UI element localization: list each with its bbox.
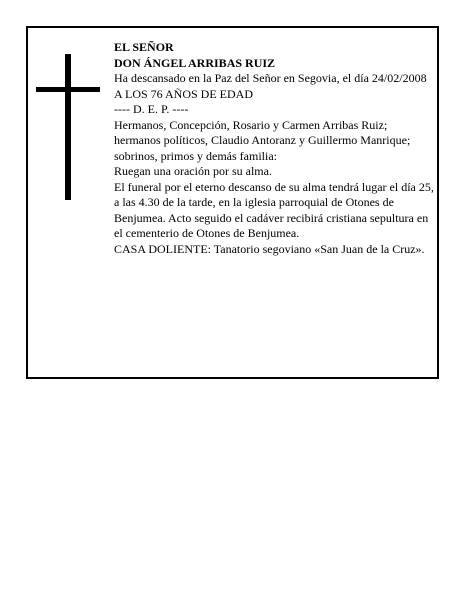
funeral-details: El funeral por el eterno descanso de su alma tendrá lugar el día 25, a las 4.30 de la tarde, en la iglesia parroquial de Otones de Benjumea. Acto seguido el cadáver recibirá cristiana sepultura en el cementerio de Otones de Benjumea. xyxy=(114,179,434,240)
obituary-notice xyxy=(26,26,439,379)
cross-vertical-bar xyxy=(65,54,71,200)
family-list: Hermanos, Concepción, Rosario y Carmen Arribas Ruiz; hermanos políticos, Claudio Antoranz y Guillermo Manrique; sobrinos, primos y demás familia: xyxy=(114,117,411,163)
age-line: A LOS 76 AÑOS DE EDAD xyxy=(114,86,254,101)
rip-line: ---- D. E. P. ---- xyxy=(114,102,189,116)
latin-cross-icon xyxy=(36,54,100,200)
cross-horizontal-bar xyxy=(36,87,100,92)
mourning-house: CASA DOLIENTE: Tanatorio segoviano «San Juan de la Cruz». xyxy=(114,241,425,256)
deceased-name: DON ÁNGEL ARRIBAS RUIZ xyxy=(114,55,276,70)
deceased-title: EL SEÑOR xyxy=(114,40,174,54)
notice-text-block xyxy=(114,40,434,257)
prayer-request: Ruegan una oración por su alma. xyxy=(114,164,272,178)
death-statement: Ha descansado en la Paz del Señor en Segovia, el día 24/02/2008 xyxy=(114,71,427,85)
